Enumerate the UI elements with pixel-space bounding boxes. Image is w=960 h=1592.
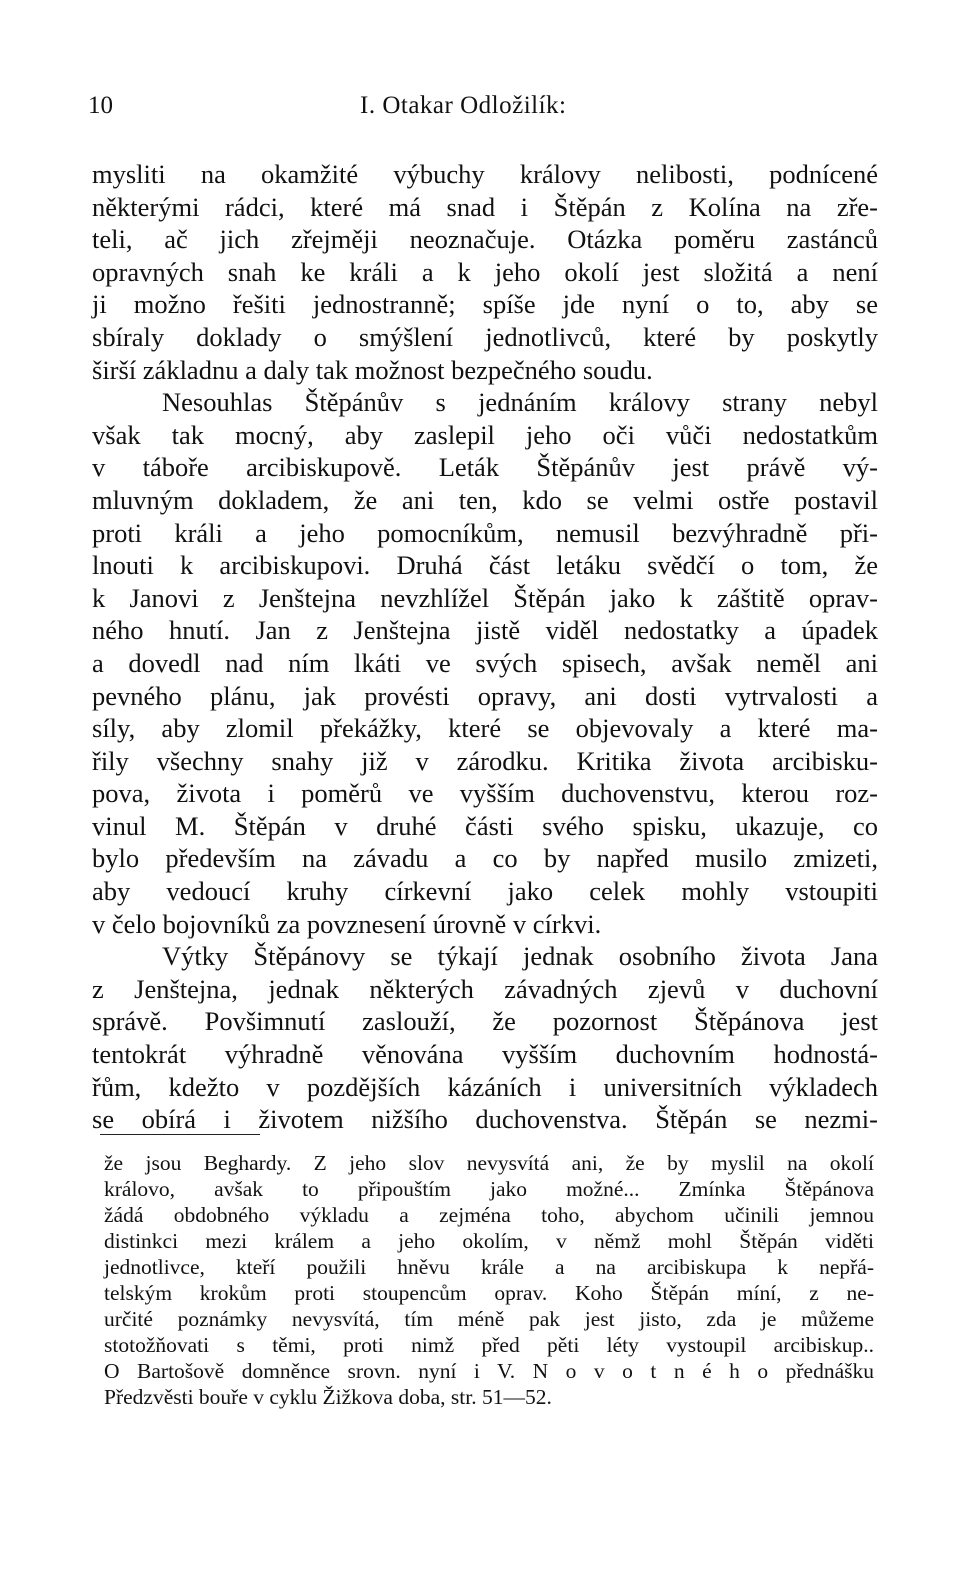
text-line: však tak mocný, aby zaslepil jeho oči vůči nedostatkům (92, 419, 878, 450)
text-line: ného hnutí. Jan z Jenštejna jistě viděl nedostatky a úpadek (92, 615, 878, 646)
footnote-line: stotožňovati s těmi, proti nimž před pěti léty vystoupil arcibiskup.. (104, 1333, 874, 1357)
footnote-line: královo, avšak to připouštím jako možné... Zmínka Štěpánova (104, 1177, 874, 1201)
footnote-line: Předzvěsti bouře v cyklu Žižkova doba, str. 51—52. (104, 1385, 552, 1409)
text-line: k Janovi z Jenštejna nevzhlížel Štěpán jako k záštitě oprav- (92, 582, 878, 613)
text-line: Nesouhlas Štěpánův s jednáním královy strany nebyl (162, 387, 878, 418)
text-line: bylo především na závadu a co by napřed musilo zmizeti, (92, 843, 878, 874)
text-line: širší základnu a daly tak možnost bezpečného soudu. (92, 354, 653, 385)
running-head: I. Otakar Odložilík: (360, 92, 567, 119)
text-line: některými rádci, které má snad i Štěpán z Kolína na zře- (92, 191, 878, 222)
text-line: řům, kdežto v pozdějších kázáních i universitních výkladech (92, 1071, 878, 1102)
text-line: vinul M. Štěpán v druhé části svého spisku, ukazuje, co (92, 810, 878, 841)
text-line: správě. Povšimnutí zaslouží, že pozornost Štěpánova jest (92, 1006, 878, 1037)
text-line: aby vedoucí kruhy církevní jako celek mohly vstoupiti (92, 876, 878, 907)
footnote-line: jednotlivce, kteří použili hněvu krále a na arcibiskupa k nepřá- (104, 1255, 874, 1279)
text-line: a dovedl nad ním lkáti ve svých spisech, avšak neměl ani (92, 647, 878, 678)
page-header (88, 92, 878, 132)
text-line: z Jenštejna, jednak některých závadných zjevů v duchovní (92, 973, 878, 1004)
text-line: teli, ač jich zřejměji neoznačuje. Otázka poměru zastánců (92, 224, 878, 255)
text-line: lnouti k arcibiskupovi. Druhá část letáku svědčí o tom, že (92, 550, 878, 581)
text-line: mysliti na okamžité výbuchy královy nelibosti, podnícené (92, 159, 878, 189)
footnote-line: telským krokům proti stoupencům oprav. Koho Štěpán míní, z ne- (104, 1281, 874, 1305)
footnotes (104, 1150, 874, 1410)
text-line: ji možno řešiti jednostranně; spíše jde nyní o to, aby se (92, 289, 878, 320)
text-line: mluvným dokladem, že ani ten, kdo se velmi ostře postavil (92, 484, 878, 515)
footnote-line: O Bartošově domněnce srovn. nyní i V. N o v o t n é h o přednášku (104, 1359, 874, 1383)
footnote-line: že jsou Beghardy. Z jeho slov nevysvítá ani, že by myslil na okolí (104, 1151, 874, 1175)
footnote-line: žádá obdobného výkladu a zejména toho, abychom učinili jemnou (104, 1203, 874, 1227)
text-line: tentokrát výhradně věnována vyšším duchovním hodnostá- (92, 1039, 878, 1070)
footnote-line: distinkci mezi králem a jeho okolím, v němž mohl Štěpán viděti (104, 1229, 874, 1253)
text-line: se obírá i životem nižšího duchovenstva. Štěpán se nezmi- (92, 1104, 878, 1135)
text-line: pevného plánu, jak provésti opravy, ani dosti vytrvalosti a (92, 680, 878, 711)
text-line: Výtky Štěpánovy se týkají jednak osobního života Jana (162, 941, 878, 972)
text-line: opravných snah ke králi a k jeho okolí jest složitá a není (92, 256, 878, 287)
footnote-divider (100, 1134, 260, 1135)
main-text (92, 158, 878, 1136)
text-line: proti králi a jeho pomocníkům, nemusil bezvýhradně při- (92, 517, 878, 548)
text-line: v táboře arcibiskupově. Leták Štěpánův jest právě vý- (92, 452, 878, 483)
text-line: pova, života i poměrů ve vyšším duchovenstvu, kterou roz- (92, 778, 878, 809)
text-line: v čelo bojovníků za povznesení úrovně v církvi. (92, 908, 602, 939)
text-line: sbíraly doklady o smýšlení jednotlivců, které by poskytly (92, 321, 878, 352)
page-number: 10 (88, 92, 113, 119)
footnote-line: určité poznámky nevysvítá, tím méně pak jest jisto, zda je můžeme (104, 1307, 874, 1331)
text-line: síly, aby zlomil překážky, které se objevovaly a které ma- (92, 713, 878, 744)
text-line: řily všechny snahy již v zárodku. Kritika života arcibisku- (92, 745, 878, 776)
